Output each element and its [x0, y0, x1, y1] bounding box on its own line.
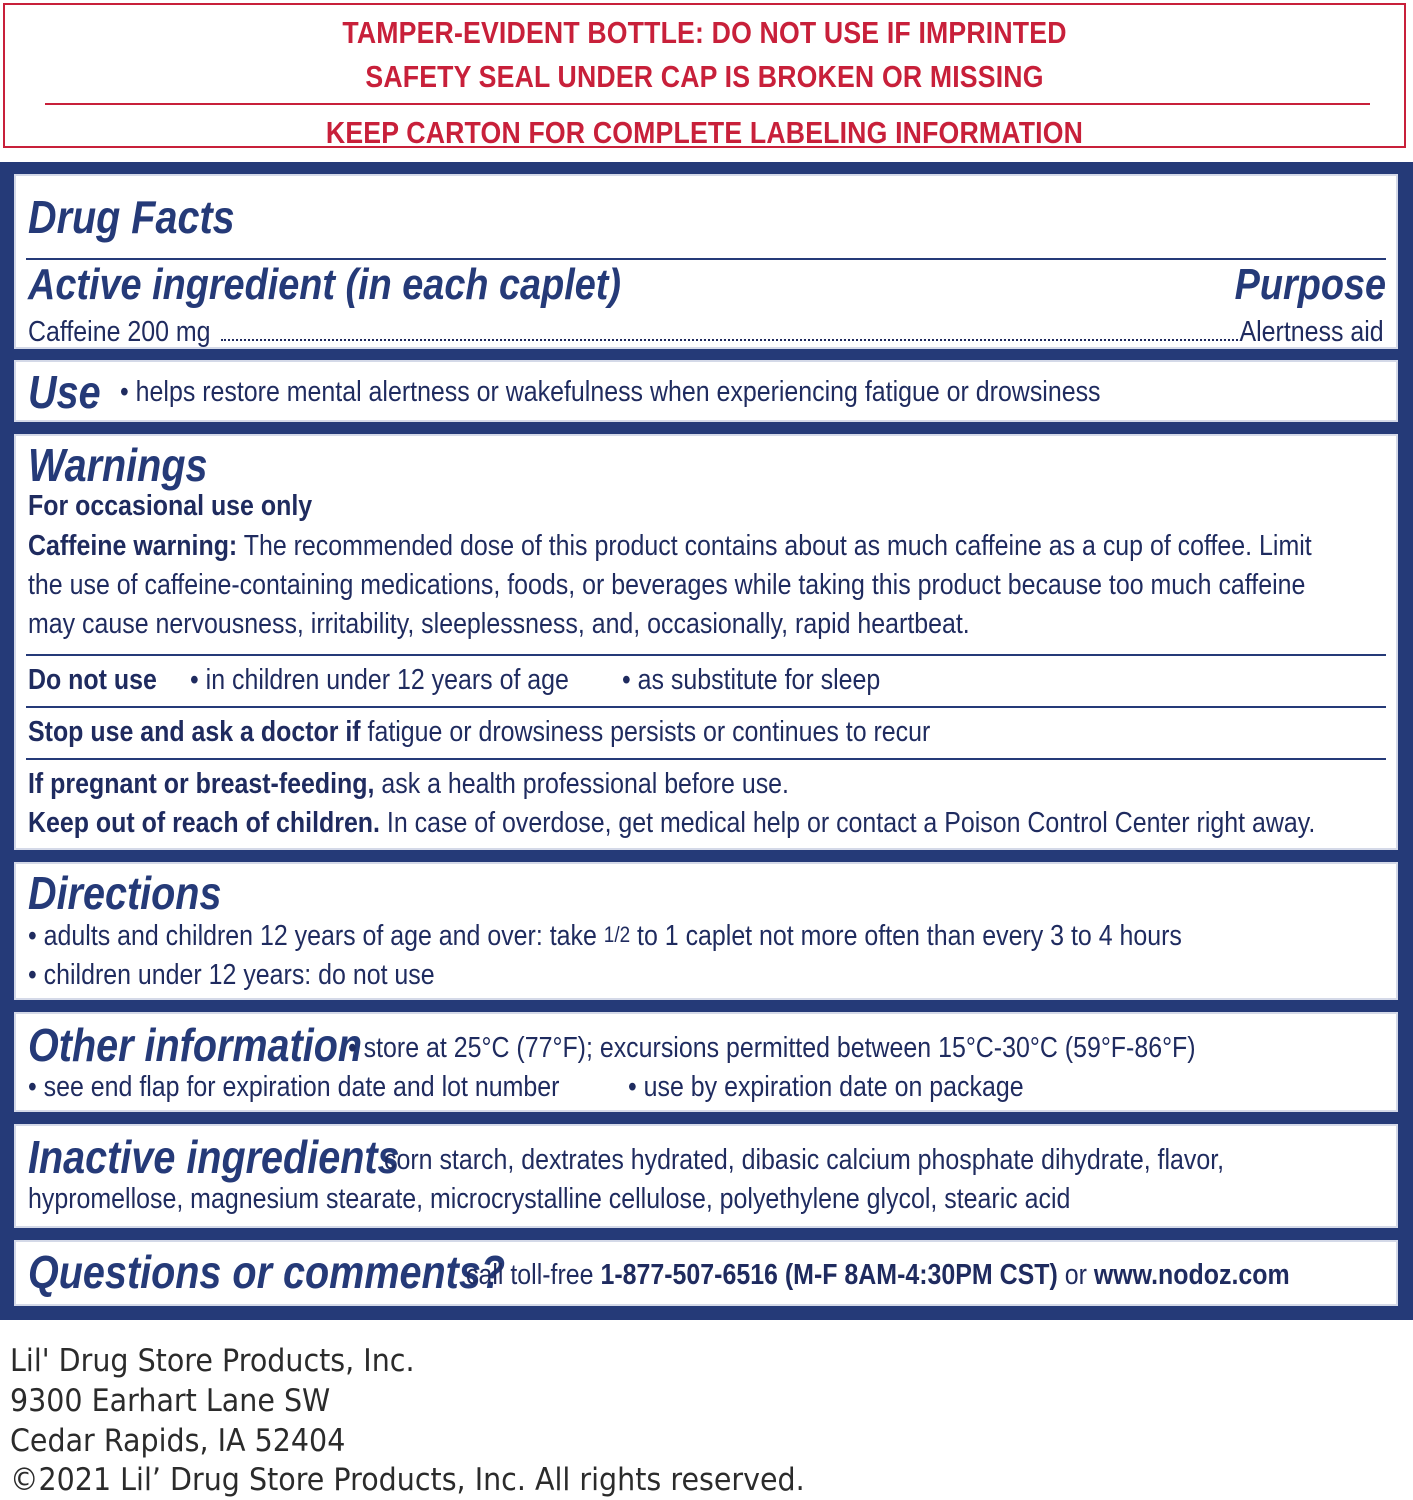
leader-dots [221, 339, 1238, 341]
contact-prefix: call toll-free [466, 1259, 601, 1291]
tamper-line-1: TAMPER-EVIDENT BOTTLE: DO NOT USE IF IMPRINTED [342, 15, 1067, 50]
caffeine-warning-text-1: The recommended dose of this product contains about as much caffeine as a cup of coffee. Limit [237, 530, 1312, 562]
expiration-lot-text: • see end flap for expiration date and lot number [28, 1071, 560, 1103]
inactive-ingredients-section [14, 1124, 1398, 1228]
warnings-divider-1 [26, 654, 1386, 656]
pregnant-line [28, 768, 789, 801]
stop-use-line [28, 716, 930, 749]
inactive-ingredients-line-2: hypromellose, magnesium stearate, microcrystalline cellulose, polyethylene glycol, stearic acid [28, 1183, 1071, 1215]
storage-text: • store at 25°C (77°F); excursions permitted between 15°C-30°C (59°F-86°F) [348, 1032, 1196, 1064]
drug-facts-title: Drug Facts [28, 191, 235, 243]
use-by-text: • use by expiration date on package [628, 1071, 1024, 1103]
inactive-ingredients-line-1: corn starch, dextrates hydrated, dibasic calcium phosphate dihydrate, flavor, [384, 1144, 1225, 1176]
caffeine-warning-line-3: may cause nervousness, irritability, sleeplessness, and, occasionally, rapid heartbeat. [28, 608, 970, 640]
do-not-use-item-2: • as substitute for sleep [622, 664, 881, 696]
drug-facts-panel [0, 162, 1413, 1320]
warnings-divider-2 [26, 706, 1386, 708]
occasional-use-text: For occasional use only [28, 490, 313, 522]
directions-line-1 [28, 920, 1182, 953]
other-information-section [14, 1012, 1398, 1112]
pregnant-label: If pregnant or breast-feeding, [28, 768, 375, 800]
questions-heading: Questions or comments? [28, 1246, 506, 1298]
city-state-zip: Cedar Rapids, IA 52404 [10, 1423, 346, 1459]
caffeine-warning-line-2: the use of caffeine-containing medications, foods, or beverages while taking this product because too much caffeine [28, 569, 1306, 601]
caffeine-warning-line-1 [28, 530, 1312, 563]
copyright-notice: ©2021 Lil’ Drug Store Products, Inc. All rights reserved. [10, 1462, 805, 1498]
active-ingredient-heading: Active ingredient (in each caplet) [28, 260, 621, 309]
manufacturer-name: Lil' Drug Store Products, Inc. [10, 1343, 415, 1379]
street-address: 9300 Earhart Lane SW [10, 1383, 331, 1419]
other-information-heading: Other information [28, 1019, 363, 1071]
do-not-use-label: Do not use [28, 664, 157, 696]
pregnant-text: ask a health professional before use. [374, 768, 789, 800]
warnings-heading: Warnings [28, 439, 208, 491]
directions-line-1-end: to 1 caplet not more often than every 3 to 4 hours [630, 920, 1182, 952]
contact-or: or [1057, 1259, 1094, 1291]
directions-heading: Directions [28, 867, 222, 919]
active-ingredient-purpose: Alertness aid [1239, 316, 1384, 348]
caffeine-warning-label: Caffeine warning: [28, 530, 238, 562]
use-text: • helps restore mental alertness or wakefulness when experiencing fatigue or drowsiness [120, 376, 1101, 408]
purpose-heading: Purpose [1234, 260, 1386, 309]
keep-out-line [28, 807, 1315, 840]
keep-out-text: In case of overdose, get medical help or contact a Poison Control Center right away. [379, 807, 1316, 839]
website-link[interactable]: www.nodoz.com [1093, 1259, 1290, 1291]
do-not-use-item-1: • in children under 12 years of age [190, 664, 569, 696]
directions-line-1-start: • adults and children 12 years of age and over: take [28, 920, 604, 952]
phone-number: 1-877-507-6516 (M-F 8AM-4:30PM CST) [600, 1259, 1058, 1291]
active-ingredient-name: Caffeine 200 mg [28, 316, 211, 348]
tamper-divider [45, 103, 1370, 105]
tamper-warning-banner [3, 3, 1406, 148]
stop-use-label: Stop use and ask a doctor if [28, 716, 361, 748]
tamper-line-3: KEEP CARTON FOR COMPLETE LABELING INFORMATION [325, 115, 1084, 150]
stop-use-text: fatigue or drowsiness persists or continues to recur [360, 716, 931, 748]
half-fraction: 1/2 [603, 922, 631, 947]
tamper-line-2: SAFETY SEAL UNDER CAP IS BROKEN OR MISSING [365, 59, 1044, 94]
directions-section [14, 862, 1398, 1000]
contact-line [466, 1259, 1290, 1292]
active-ingredient-section [14, 174, 1398, 349]
keep-out-label: Keep out of reach of children. [28, 807, 380, 839]
warnings-section [14, 434, 1398, 850]
inactive-ingredients-heading: Inactive ingredients [28, 1131, 400, 1183]
questions-section [14, 1240, 1398, 1306]
warnings-divider-3 [26, 758, 1386, 760]
use-heading: Use [28, 366, 101, 418]
directions-line-2: • children under 12 years: do not use [28, 959, 435, 991]
use-section [14, 360, 1398, 422]
